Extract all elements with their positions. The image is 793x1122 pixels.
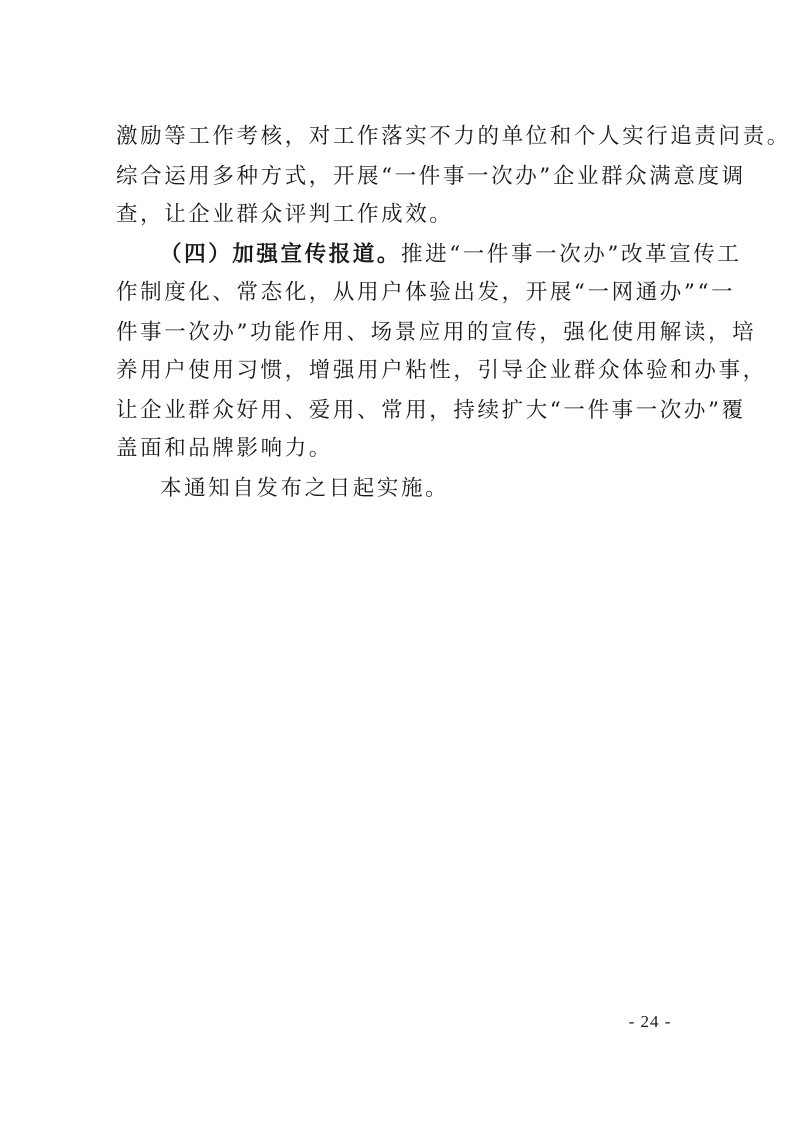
- paragraph-line-1: 激励等工作考核，对工作落实不力的单位和个人实行追责问责。: [116, 124, 791, 149]
- section-4-line-3: 件事一次办”功能作用、场景应用的宣传，强化使用解读，培: [116, 320, 757, 345]
- section-4-line-5: 让企业群众好用、爱用、常用，持续扩大“一件事一次办”覆: [116, 398, 746, 423]
- section-4-first-line: [160, 240, 742, 270]
- section-4-line-6: 盖面和品牌影响力。: [116, 436, 333, 461]
- closing-statement: 本通知自发布之日起实施。: [160, 476, 450, 501]
- section-4-first-line-text: 推进“一件事一次办”改革宣传工: [401, 242, 742, 267]
- section-4-line-2: 作制度化、常态化，从用户体验出发，开展“一网通办”“一: [116, 280, 736, 305]
- paragraph-line-2: 综合运用多种方式，开展“一件事一次办”企业群众满意度调: [116, 164, 746, 189]
- page-number: - 24 -: [628, 1012, 672, 1031]
- paragraph-line-3: 查，让企业群众评判工作成效。: [116, 202, 454, 227]
- section-4-line-4: 养用户使用习惯，增强用户粘性，引导企业群众体验和办事，: [116, 358, 767, 383]
- section-4-heading: （四）加强宣传报道。: [160, 242, 402, 267]
